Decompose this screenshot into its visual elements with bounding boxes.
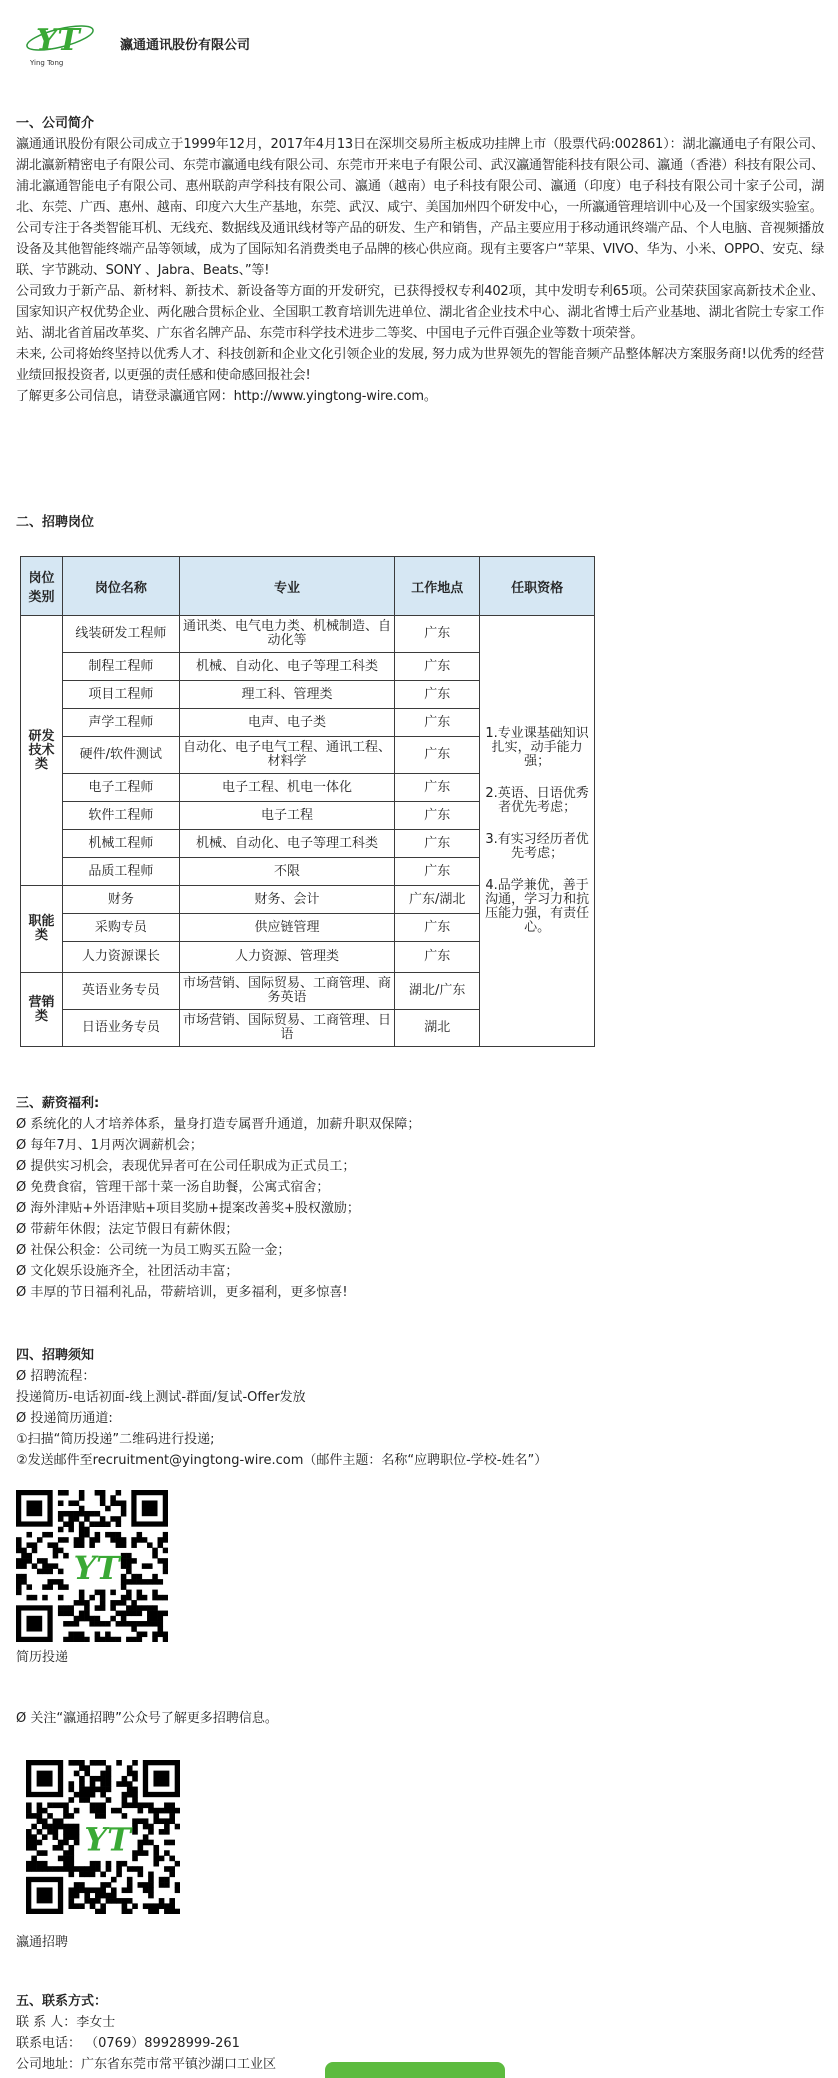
job-location: 湖北 (395, 1010, 480, 1047)
job-name: 人力资源课长 (62, 942, 179, 973)
qr-resume-caption: 简历投递 (16, 1650, 69, 1665)
job-major: 机械、自动化、电子等理工科类 (179, 830, 395, 858)
job-name: 品质工程师 (62, 858, 179, 886)
job-major: 电子工程、机电一体化 (179, 774, 395, 802)
job-name: 硬件/软件测试 (62, 737, 179, 774)
job-major: 理工科、管理类 (179, 681, 395, 709)
jobs-table (20, 556, 595, 1047)
follow-line: Ø 关注“瀛通招聘”公众号了解更多招聘信息。 (16, 1711, 278, 1726)
category-sales: 营销类 (21, 973, 63, 1047)
benefit-item: Ø 文化娱乐设施齐全，社团活动丰富； (16, 1264, 239, 1279)
benefit-item: Ø 系统化的人才培养体系，量身打造专属晋升通道，加薪升职双保障； (16, 1117, 421, 1132)
contact-title: 五、联系方式： (16, 1994, 108, 2009)
job-location: 广东 (395, 830, 480, 858)
job-location: 广东 (395, 914, 480, 942)
job-name: 声学工程师 (62, 709, 179, 737)
job-major: 市场营销、国际贸易、工商管理、商务英语 (179, 973, 395, 1010)
benefit-item: Ø 海外津贴+外语津贴+项目奖励+提案改善奖+股权激励； (16, 1201, 360, 1216)
requirement-item: 4.品学兼优，善于沟通，学习力和抗压能力强，有责任心。 (485, 878, 590, 935)
intro-paragraph: 公司致力于新产品、新材料、新技术、新设备等方面的开发研究，已获得授权专利402项，其中发明专利65项。公司荣获国家高新技术企业、国家知识产权优势企业、两化融合贯标企业、全国职工教育培训先进单位、湖北省企业技术中心、湖北省博士后产业基地、湖北省院士专家工作站、湖北省首届改革奖、广东省名牌产品、东莞市科学技术进步二等奖、中国电子元件百强企业等数十项荣誉。 (16, 284, 824, 341)
category-func: 职能类 (21, 886, 63, 973)
contact-line: 公司地址：广东省东莞市常平镇沙湖口工业区 (16, 2057, 277, 2072)
notice-line: 投递简历-电话初面-线上测试-群面/复试-Offer发放 (16, 1390, 306, 1405)
header-qualification: 任职资格 (480, 557, 595, 616)
job-name: 电子工程师 (62, 774, 179, 802)
jobs-section (16, 513, 824, 533)
header (22, 18, 250, 68)
job-major: 通讯类、电气电力类、机械制造、自动化等 (179, 616, 395, 653)
requirement-item: 3.有实习经历者优先考虑； (485, 832, 589, 861)
benefits-title: 三、薪资福利: (16, 1096, 100, 1111)
benefit-item: Ø 免费食宿，管理干部十菜一汤自助餐，公寓式宿舍； (16, 1180, 330, 1195)
benefit-item: Ø 丰厚的节日福利礼品，带薪培训，更多福利，更多惊喜! (16, 1285, 348, 1300)
job-name: 日语业务专员 (62, 1010, 179, 1047)
job-location: 广东 (395, 774, 480, 802)
requirement-item: 2.英语、日语优秀者优先考虑； (485, 786, 589, 815)
job-name: 软件工程师 (62, 802, 179, 830)
company-logo-icon (22, 18, 102, 68)
notice-line: Ø 招聘流程： (16, 1369, 96, 1384)
company-name: 瀛通通讯股份有限公司 (120, 37, 251, 53)
job-location: 湖北/广东 (395, 973, 480, 1010)
qualification-cell (480, 616, 595, 1047)
header-category: 岗位类别 (21, 557, 63, 616)
job-name: 机械工程师 (62, 830, 179, 858)
table-header-row (21, 557, 595, 616)
svg-text:YT: YT (73, 1550, 120, 1588)
requirement-item: 1.专业课基础知识扎实，动手能力强； (485, 726, 589, 769)
intro-title: 一、公司简介 (16, 116, 95, 131)
job-location: 广东 (395, 737, 480, 774)
job-location: 广东 (395, 942, 480, 973)
table-row (21, 616, 595, 653)
job-name: 线装研发工程师 (62, 616, 179, 653)
benefit-item: Ø 社保公积金：公司统一为员工购买五险一金； (16, 1243, 291, 1258)
job-major: 机械、自动化、电子等理工科类 (179, 653, 395, 681)
svg-text:YT: YT (84, 1820, 131, 1859)
header-location: 工作地点 (395, 557, 480, 616)
intro-paragraph: 了解更多公司信息，请登录瀛通官网：http://www.yingtong-wire.com。 (16, 389, 437, 404)
benefit-item: Ø 提供实习机会，表现优异者可在公司任职成为正式员工； (16, 1159, 356, 1174)
job-major: 人力资源、管理类 (179, 942, 395, 973)
bottom-green-badge (325, 2062, 505, 2078)
job-location: 广东 (395, 616, 480, 653)
job-major: 自动化、电子电气工程、通讯工程、材料学 (179, 737, 395, 774)
job-location: 广东 (395, 681, 480, 709)
notice-section (16, 1346, 824, 1471)
svg-text:YT: YT (36, 23, 80, 58)
benefit-item: Ø 带薪年休假；法定节假日有薪休假； (16, 1222, 239, 1237)
job-major: 供应链管理 (179, 914, 395, 942)
job-major: 电声、电子类 (179, 709, 395, 737)
follow-line-wrap (16, 1708, 824, 1729)
notice-line: ①扫描“简历投递”二维码进行投递; (16, 1432, 215, 1447)
intro-paragraph: 未来, 公司将始终坚持以优秀人才、科技创新和企业文化引领企业的发展, 努力成为世界领先的智能音频产品整体解决方案服务商!以优秀的经营业绩回报投资者, 以更强的责任感和使命感回报社会! (16, 347, 824, 383)
contact-line: 联 系 人：李女士 (16, 2015, 116, 2030)
notice-line[interactable]: ②发送邮件至recruitment@yingtong-wire.com（邮件主题：名称“应聘职位-学校-姓名”） (16, 1453, 548, 1468)
contact-line: 联系电话： （0769）89928999-261 (16, 2036, 240, 2051)
job-name: 项目工程师 (62, 681, 179, 709)
category-rd: 研发技术类 (21, 616, 63, 886)
qr-wechat-caption: 瀛通招聘 (16, 1935, 69, 1950)
intro-section (16, 114, 824, 407)
job-location: 广东 (395, 709, 480, 737)
svg-text:Ying Tong: Ying Tong (30, 59, 64, 67)
job-name: 财务 (62, 886, 179, 914)
job-major: 市场营销、国际贸易、工商管理、日语 (179, 1010, 395, 1047)
qr-code-wechat-icon[interactable] (26, 1760, 180, 1914)
jobs-title: 二、招聘岗位 (16, 515, 95, 530)
intro-paragraph: 公司专注于各类智能耳机、无线充、数据线及通讯线材等产品的研发、生产和销售，产品主要应用于移动通讯终端产品、个人电脑、音视频播放设备及其他智能终端产品等领域，成为了国际知名消费类电子品牌的核心供应商。现有主要客户“苹果、VIVO、华为、小米、OPPO、安克、绿联、字节跳动、SONY 、Jabra、Beats、”等! (16, 221, 824, 278)
job-location: 广东/湖北 (395, 886, 480, 914)
benefits-section (16, 1094, 824, 1303)
job-name: 制程工程师 (62, 653, 179, 681)
job-major: 不限 (179, 858, 395, 886)
job-major: 电子工程 (179, 802, 395, 830)
header-major: 专业 (179, 557, 395, 616)
job-location: 广东 (395, 858, 480, 886)
job-name: 英语业务专员 (62, 973, 179, 1010)
notice-title: 四、招聘须知 (16, 1348, 95, 1363)
qr-code-resume-icon[interactable] (16, 1490, 168, 1642)
job-major: 财务、会计 (179, 886, 395, 914)
intro-paragraph: 瀛通通讯股份有限公司成立于1999年12月，2017年4月13日在深圳交易所主板成功挂牌上市（股票代码:002861）：湖北瀛通电子有限公司、湖北瀛新精密电子有限公司、东莞市瀛通电线有限公司、东莞市开来电子有限公司、武汉瀛通智能科技有限公司、瀛通（香港）科技有限公司、浦北瀛通智能电子有限公司、惠州联韵声学科技有限公司、瀛通（越南）电子科技有限公司、瀛通（印度）电子科技有限公司十家子公司，湖北、东莞、广西、惠州、越南、印度六大生产基地，东莞、武汉、咸宁、美国加州四个研发中心，一所瀛通管理培训中心及一个国家级实验室。 (16, 137, 824, 215)
notice-line: Ø 投递简历通道: (16, 1411, 113, 1426)
job-name: 采购专员 (62, 914, 179, 942)
job-location: 广东 (395, 653, 480, 681)
header-position: 岗位名称 (62, 557, 179, 616)
benefit-item: Ø 每年7月、1月两次调薪机会； (16, 1138, 203, 1153)
job-location: 广东 (395, 802, 480, 830)
